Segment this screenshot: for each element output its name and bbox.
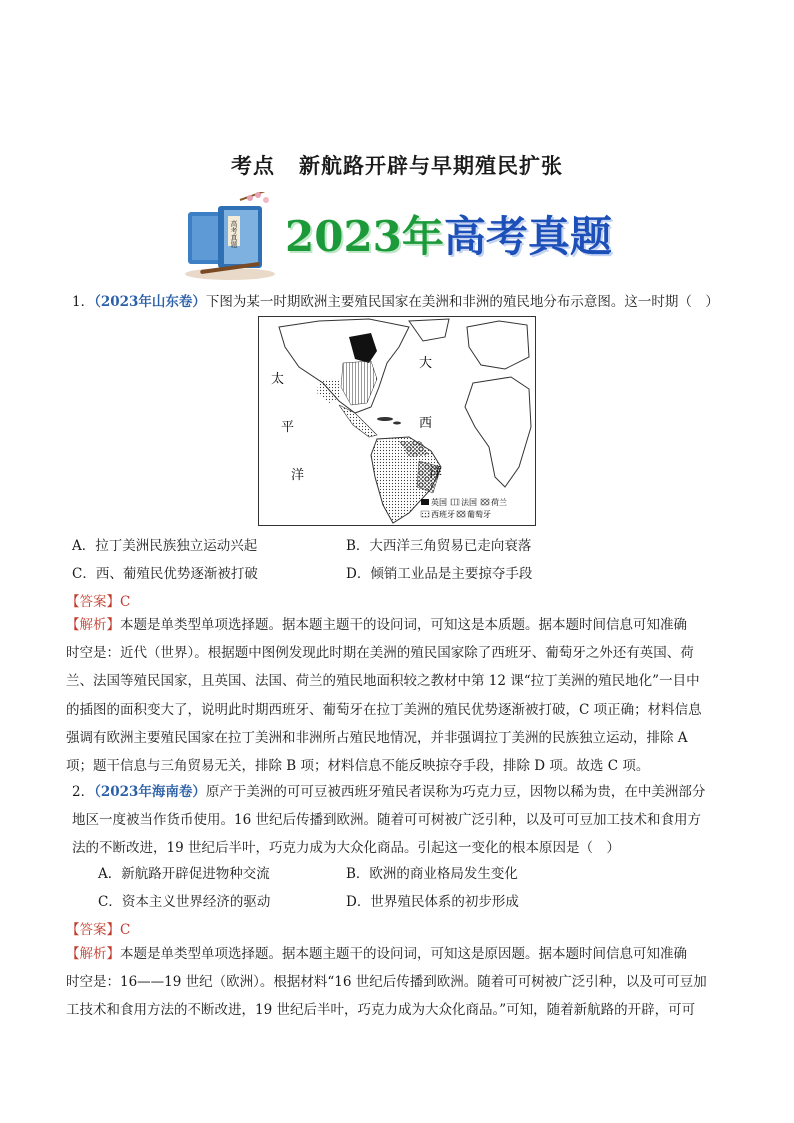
q1-stem xyxy=(72,292,719,312)
title-part2: 新航路开辟与早期殖民扩张 xyxy=(299,154,563,178)
q2-source: （2023年海南卷） xyxy=(94,784,206,800)
q2-analysis-line: 时空是：16——19 世纪（欧洲）。根据材料“16 世纪后传播到欧洲。随着可可树被广泛引种，以及可可豆加 xyxy=(66,974,707,991)
q1-answer xyxy=(66,590,130,610)
legend-portugal: 葡萄牙 xyxy=(467,510,491,519)
banner-title xyxy=(285,204,612,264)
q1-analysis-line: 项；题干信息与三角贸易无关，排除 B 项；材料信息不能反映掠夺手段，排除 D 项。故选 C 项。 xyxy=(66,758,650,775)
q1-analysis xyxy=(66,611,716,780)
q2-analysis-line: 本题是单类型单项选择题。据本题主题干的设问词，可知这是原因题。据本题时间信息可知准确 xyxy=(120,946,687,962)
banner-text: 高考真题 xyxy=(443,212,612,261)
q2-stem-line: 法的不断改进，19 世纪后半叶，巧克力成为大众化商品。引起这一变化的根本原因是（ ） xyxy=(72,840,620,857)
q2-number: 2． xyxy=(72,784,95,800)
page-title xyxy=(0,150,794,180)
q1-answer-tag: 【答案】 xyxy=(66,594,120,610)
q2-stem-line: 原产于美洲的可可豆被西班牙殖民者误称为巧克力豆，因物以稀为贵，在中美洲部分 xyxy=(205,784,706,800)
book-label: 高考真题 xyxy=(230,220,238,248)
q2-option-b: B．欧洲的商业格局发生变化 xyxy=(346,866,518,882)
q1-option-d: D．倾销工业品是主要掠夺手段 xyxy=(346,566,533,582)
q2-analysis-line: 工技术和食用方法的不断改进，19 世纪后半叶，巧克力成为大众化商品。”可知，随着新航路的开辟，可可 xyxy=(66,1002,696,1019)
title-part1: 考点 xyxy=(231,154,275,178)
map-label-xi: 西 xyxy=(419,416,433,431)
q1-option-b: B．大西洋三角贸易已走向衰落 xyxy=(346,538,532,554)
map-label-da: 大 xyxy=(419,356,433,371)
q2-analysis xyxy=(66,940,716,1025)
q2-answer-tag: 【答案】 xyxy=(66,922,120,938)
q2-stem xyxy=(72,778,722,863)
legend-britain: 英国 xyxy=(431,498,447,507)
map-label-yang1: 洋 xyxy=(291,468,305,483)
q1-analysis-line: 时空是：近代（世界）。根据题中图例发现此时期在美洲的殖民国家除了西班牙、葡萄牙之外还有英国、荷 xyxy=(66,645,694,662)
q1-source: （2023年山东卷） xyxy=(94,294,206,310)
map-legend xyxy=(421,497,507,519)
map-label-ping: 平 xyxy=(281,420,295,435)
q1-analysis-line: 的插图的面积变大了，说明此时期西班牙、葡萄牙在拉丁美洲的殖民优势逐渐被打破，C 项正确；材料信息 xyxy=(66,701,702,718)
q2-stem-line: 地区一度被当作货币使用。16 世纪后传播到欧洲。随着可可树被广泛引种，以及可可豆加工技术和食用方 xyxy=(72,812,701,829)
q1-stem-text: 下图为某一时期欧洲主要殖民国家在美洲和非洲的殖民地分布示意图。这一时期（ ） xyxy=(205,294,719,310)
q1-analysis-line: 兰、法国等殖民国家，且英国、法国、荷兰的殖民地面积较之教材中第 12 课“拉丁美洲的殖民地化”一目中 xyxy=(66,673,700,690)
legend-netherlands: 荷兰 xyxy=(491,498,507,507)
q2-answer xyxy=(66,918,130,938)
q2-option-d: D．世界殖民体系的初步形成 xyxy=(346,894,519,910)
q1-analysis-line: 强调有欧洲主要殖民国家在拉丁美洲和非洲所占殖民地情况，并非强调拉丁美洲的民族独立运动，排除 A xyxy=(66,729,688,746)
map-label-tai: 太 xyxy=(271,372,285,387)
q1-analysis-tag: 【解析】 xyxy=(66,617,120,633)
q1-number: 1． xyxy=(72,294,95,310)
banner-year: 2023年 xyxy=(285,212,444,261)
legend-france: 法国 xyxy=(461,498,477,507)
q1-option-a: A．拉丁美洲民族独立运动兴起 xyxy=(72,538,258,554)
map-figure xyxy=(259,317,535,525)
q2-answer-value: C xyxy=(120,922,131,938)
q2-analysis-tag: 【解析】 xyxy=(66,946,120,962)
q1-option-c: C．西、葡殖民优势逐渐被打破 xyxy=(72,566,258,582)
legend-spain: 西班牙 xyxy=(431,510,455,519)
books-illustration xyxy=(180,192,280,282)
banner xyxy=(180,192,620,282)
colonial-map xyxy=(258,316,536,526)
q1-answer-value: C xyxy=(120,594,131,610)
q2-option-c: C．资本主义世界经济的驱动 xyxy=(98,894,271,910)
q1-analysis-line: 本题是单类型单项选择题。据本题主题干的设问词，可知这是本质题。据本题时间信息可知准确 xyxy=(120,617,687,633)
map-label-yang2: 洋 xyxy=(429,466,443,481)
q2-option-a: A．新航路开辟促进物种交流 xyxy=(98,866,270,882)
